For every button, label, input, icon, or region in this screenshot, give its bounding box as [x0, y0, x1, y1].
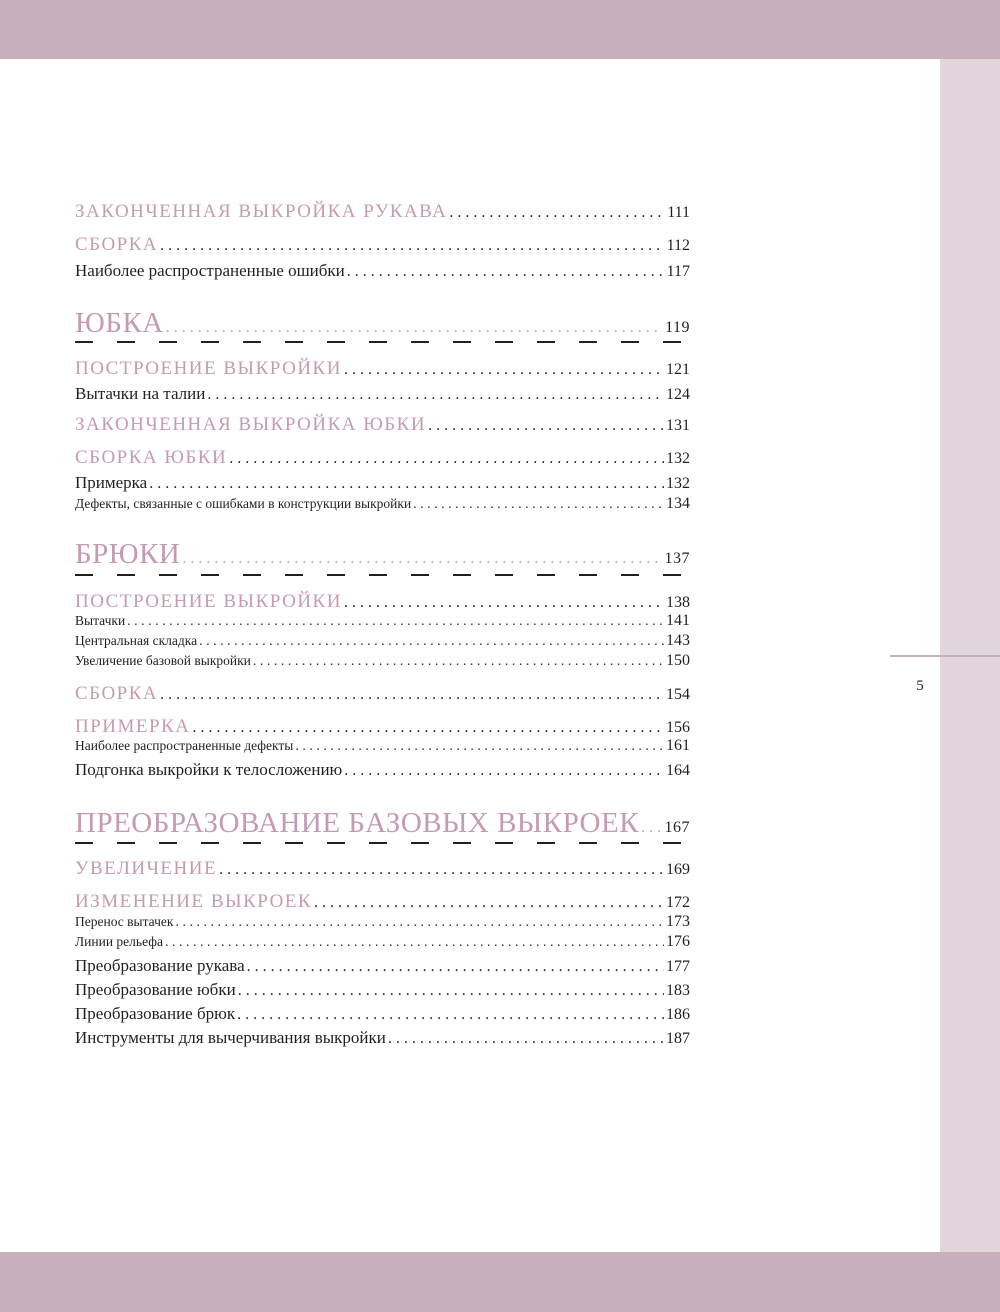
toc-entry-page: 186 [666, 1006, 690, 1023]
toc-chapter[interactable] [75, 538, 690, 571]
leader-dots [347, 263, 665, 281]
toc-entry[interactable] [75, 683, 690, 705]
leader-dots [149, 475, 664, 493]
toc-entry[interactable] [75, 414, 690, 436]
toc-chapter-title: ПРЕОБРАЗОВАНИЕ БАЗОВЫХ ВЫКРОЕК [75, 807, 640, 839]
toc-chapter[interactable] [75, 807, 690, 840]
toc-chapter[interactable] [75, 307, 690, 340]
leader-dots [428, 417, 664, 435]
toc-entry-page: 132 [666, 450, 690, 467]
toc-entry[interactable] [75, 447, 690, 469]
toc-chapter-title: ЮБКА [75, 307, 164, 339]
toc-entry[interactable] [75, 473, 690, 493]
leader-dots [160, 237, 664, 255]
toc-entry[interactable] [75, 933, 690, 951]
page-number: 5 [916, 678, 924, 694]
toc-entry-page: 164 [666, 762, 690, 779]
toc-entry-page: 187 [666, 1030, 690, 1047]
page-number-rule [890, 655, 1000, 657]
leader-dots [344, 594, 664, 612]
toc-entry-page: 156 [666, 719, 690, 736]
toc-entry-page: 177 [666, 958, 690, 975]
toc-entry[interactable] [75, 234, 690, 256]
toc-entry[interactable] [75, 358, 690, 380]
toc-entry-page: 169 [666, 861, 690, 878]
toc-entry-title: Преобразование брюк [75, 1004, 236, 1023]
toc-entry-page: 183 [666, 982, 690, 999]
toc-entry[interactable] [75, 760, 690, 780]
toc-entry[interactable] [75, 652, 690, 670]
toc-entry[interactable] [75, 737, 690, 755]
leader-dots [253, 654, 664, 670]
toc-entry-title: Вытачки [75, 613, 126, 628]
toc-entry[interactable] [75, 591, 690, 613]
toc-entry-title: СБОРКА [75, 234, 159, 255]
leader-dots [314, 894, 664, 912]
toc-entry-page: 172 [666, 894, 690, 911]
toc-entry-title: Инструменты для вычерчивания выкройки [75, 1028, 386, 1047]
toc-entry-title: ЗАКОНЧЕННАЯ ВЫКРОЙКА ЮБКИ [75, 414, 427, 435]
leader-dots [175, 915, 664, 931]
toc-entry-title: ПОСТРОЕНИЕ ВЫКРОЙКИ [75, 358, 342, 379]
toc-entry-title: Перенос вытачек [75, 914, 174, 929]
chapter-dashed-rule [75, 842, 685, 844]
toc-entry[interactable] [75, 495, 690, 513]
toc-entry[interactable] [75, 891, 690, 913]
toc-entry-title: Подгонка выкройки к телосложению [75, 760, 343, 779]
leader-dots [199, 634, 664, 650]
leader-dots [238, 982, 664, 1000]
toc-entry[interactable] [75, 956, 690, 976]
toc-entry[interactable] [75, 612, 690, 630]
leader-dots [160, 686, 664, 704]
toc-entry[interactable] [75, 716, 690, 738]
toc-entry-page: 112 [666, 237, 690, 254]
leader-dots [192, 719, 664, 737]
toc-entry[interactable] [75, 384, 690, 404]
toc-entry-title: Примерка [75, 473, 148, 492]
leader-dots [237, 1006, 664, 1024]
toc-entry-title: Наиболее распространенные дефекты [75, 738, 294, 753]
toc-entry-page: 176 [666, 933, 690, 950]
toc-entry-page: 124 [666, 386, 690, 403]
toc-entry-page: 131 [666, 417, 690, 434]
toc-entry-title: СБОРКА ЮБКИ [75, 447, 228, 468]
toc-chapter-title: БРЮКИ [75, 538, 181, 570]
leader-dots [388, 1030, 664, 1048]
leader-dots [641, 819, 662, 837]
leader-dots [207, 386, 664, 404]
leader-dots [165, 935, 664, 951]
toc-entry-title: Центральная складка [75, 633, 198, 648]
leader-dots [127, 614, 664, 630]
toc-entry-title: Преобразование рукава [75, 956, 245, 975]
toc-entry[interactable] [75, 980, 690, 1000]
toc-entry-page: 141 [666, 612, 690, 629]
toc-entry-title: Вытачки на талии [75, 384, 206, 403]
toc-entry-title: ПОСТРОЕНИЕ ВЫКРОЙКИ [75, 591, 342, 612]
leader-dots [229, 450, 664, 468]
toc-entry-page: 137 [664, 550, 690, 567]
leader-dots [344, 762, 664, 780]
toc-entry-page: 132 [666, 475, 690, 492]
toc-entry-page: 173 [666, 913, 690, 930]
toc-entry-page: 117 [666, 263, 690, 280]
leader-dots [413, 497, 664, 513]
toc-entry-page: 167 [664, 819, 690, 836]
leader-dots [344, 361, 664, 379]
toc-entry-title: ИЗМЕНЕНИЕ ВЫКРОЕК [75, 891, 313, 912]
leader-dots [219, 861, 664, 879]
toc-entry-title: ЗАКОНЧЕННАЯ ВЫКРОЙКА РУКАВА [75, 201, 448, 222]
toc-entry-title: УВЕЛИЧЕНИЕ [75, 858, 218, 879]
toc-entry-title: ПРИМЕРКА [75, 716, 191, 737]
toc-entry[interactable] [75, 1028, 690, 1048]
toc-entry[interactable] [75, 913, 690, 931]
leader-dots [182, 550, 662, 568]
toc-entry-title: Увеличение базовой выкройки [75, 653, 251, 668]
toc-entry-title: Дефекты, связанные с ошибками в конструкции выкройки [75, 496, 412, 511]
leader-dots [247, 958, 664, 976]
chapter-dashed-rule [75, 341, 685, 343]
leader-dots [166, 319, 663, 337]
leader-dots [449, 204, 665, 222]
toc-entry-page: 154 [666, 686, 690, 703]
toc-entry-page: 150 [666, 652, 690, 669]
toc-entry-title: СБОРКА [75, 683, 159, 704]
toc-entry-page: 138 [666, 594, 690, 611]
top-decorative-band [0, 0, 1000, 59]
toc-entry-title: Преобразование юбки [75, 980, 236, 999]
toc-entry-title: Наиболее распространенные ошибки [75, 261, 345, 280]
toc-entry[interactable] [75, 201, 690, 223]
leader-dots [295, 739, 664, 755]
toc-entry[interactable] [75, 632, 690, 650]
toc-entry-page: 111 [667, 204, 690, 221]
toc-entry[interactable] [75, 858, 690, 880]
toc-entry-page: 119 [665, 319, 690, 336]
toc-entry[interactable] [75, 1004, 690, 1024]
toc-entry-page: 143 [666, 632, 690, 649]
toc-entry-page: 121 [666, 361, 690, 378]
toc-entry-title: Линии рельефа [75, 934, 163, 949]
toc-entry[interactable] [75, 261, 690, 281]
toc-entry-page: 134 [666, 495, 690, 512]
chapter-dashed-rule [75, 574, 685, 576]
toc-entry-page: 161 [666, 737, 690, 754]
bottom-decorative-band [0, 1252, 1000, 1312]
